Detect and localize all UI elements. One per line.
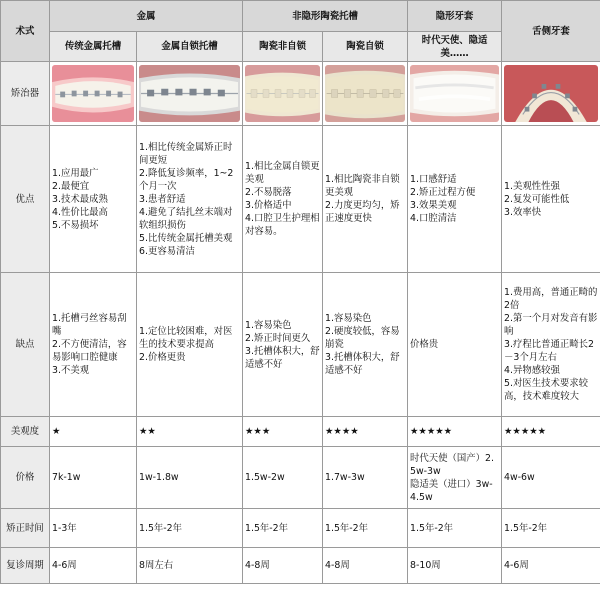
header-metal: 金属 — [50, 1, 243, 32]
photo-metal-selfligating — [137, 62, 243, 126]
header-semi-ceramic: 非隐形陶瓷托槽 — [243, 1, 408, 32]
row-label-appliance: 矫治器 — [1, 62, 50, 126]
recheck-ceramic-nonself: 4-8周 — [243, 548, 323, 584]
duration-invisible: 1.5年-2年 — [408, 509, 502, 548]
price-invisible: 时代天使（国产）2.5w-3w 隐适美（进口）3w-4.5w — [408, 447, 502, 509]
row-label-beauty: 美观度 — [1, 417, 50, 447]
cons-invisible: 价格贵 — [408, 273, 502, 417]
beauty-rating-invisible: ★★★★★ — [408, 417, 502, 447]
pros-metal-selfligating: 1.相比传统金属矫正时间更短 2.降低复诊频率，1~2个月一次 3.患者舒适 4.避免了结扎丝末端对软组织损伤 5.比传统金属托槽美观 6.更容易清洁 — [137, 126, 243, 273]
subheader-metal-traditional: 传统金属托槽 — [50, 32, 137, 62]
header-term: 术式 — [1, 1, 50, 62]
pros-invisible: 1.口感舒适 2.矫正过程方便 3.效果美观 4.口腔清洁 — [408, 126, 502, 273]
cons-metal-selfligating: 1.定位比较困难，对医生的技术要求提高 2.价格更贵 — [137, 273, 243, 417]
row-label-cons: 缺点 — [1, 273, 50, 417]
beauty-rating-ceramic-self: ★★★★ — [323, 417, 408, 447]
subheader-ceramic-self: 陶瓷自锁 — [323, 32, 408, 62]
duration-metal-traditional: 1-3年 — [50, 509, 137, 548]
row-label-duration: 矫正时间 — [1, 509, 50, 548]
cons-lingual: 1.费用高，普通正畸的2倍 2.第一个月对发音有影响 3.疗程比普通正畸长2－3个月左右 4.异物感较强 5.对医生技术要求较高，技术难度较大 — [502, 273, 600, 417]
price-lingual: 4w-6w — [502, 447, 600, 509]
duration-lingual: 1.5年-2年 — [502, 509, 600, 548]
pros-ceramic-self: 1.相比陶瓷非自锁更美观 2.力度更均匀，矫正速度更快 — [323, 126, 408, 273]
header-invisible: 隐形牙套 — [408, 1, 502, 32]
cons-ceramic-self: 1.容易染色 2.硬度较低，容易崩瓷 3.托槽体积大，舒适感不好 — [323, 273, 408, 417]
beauty-rating-lingual: ★★★★★ — [502, 417, 600, 447]
duration-ceramic-self: 1.5年-2年 — [323, 509, 408, 548]
subheader-metal-selfligating: 金属自锁托槽 — [137, 32, 243, 62]
clear-aligner-photo — [410, 65, 499, 122]
recheck-metal-selfligating: 8周左右 — [137, 548, 243, 584]
duration-metal-selfligating: 1.5年-2年 — [137, 509, 243, 548]
beauty-rating-ceramic-nonself: ★★★ — [243, 417, 323, 447]
header-lingual: 舌侧牙套 — [502, 1, 600, 62]
pros-lingual: 1.美观性性强 2.复发可能性低 3.效率快 — [502, 126, 600, 273]
subheader-invisible-brands: 时代天使、隐适美…… — [408, 32, 502, 62]
ceramic-self-braces-photo — [325, 65, 405, 122]
photo-metal-traditional — [50, 62, 137, 126]
photo-invisible — [408, 62, 502, 126]
beauty-rating-metal-traditional: ★ — [50, 417, 137, 447]
photo-lingual — [502, 62, 600, 126]
cons-ceramic-nonself: 1.容易染色 2.矫正时间更久 3.托槽体积大，舒适感不好 — [243, 273, 323, 417]
lingual-braces-photo — [504, 65, 598, 122]
self-ligating-braces-photo — [139, 65, 240, 122]
cons-metal-traditional: 1.托槽弓丝容易刮嘴 2.不方便清洁，容易影响口腔健康 3.不美观 — [50, 273, 137, 417]
price-metal-selfligating: 1w-1.8w — [137, 447, 243, 509]
row-label-recheck: 复诊周期 — [1, 548, 50, 584]
price-ceramic-nonself: 1.5w-2w — [243, 447, 323, 509]
photo-ceramic-nonself — [243, 62, 323, 126]
beauty-rating-metal-selfligating: ★★ — [137, 417, 243, 447]
row-label-price: 价格 — [1, 447, 50, 509]
pros-metal-traditional: 1.应用最广 2.最便宜 3.技术最成熟 4.性价比最高 5.不易损坏 — [50, 126, 137, 273]
row-label-pros: 优点 — [1, 126, 50, 273]
photo-ceramic-self — [323, 62, 408, 126]
pros-ceramic-nonself: 1.相比金属自锁更美观 2.不易脱落 3.价格适中 4.口腔卫生护理相对容易。 — [243, 126, 323, 273]
recheck-metal-traditional: 4-6周 — [50, 548, 137, 584]
recheck-lingual: 4-6周 — [502, 548, 600, 584]
subheader-ceramic-nonself: 陶瓷非自锁 — [243, 32, 323, 62]
ceramic-braces-photo — [245, 65, 320, 122]
metal-braces-photo — [52, 65, 134, 122]
price-metal-traditional: 7k-1w — [50, 447, 137, 509]
duration-ceramic-nonself: 1.5年-2年 — [243, 509, 323, 548]
recheck-ceramic-self: 4-8周 — [323, 548, 408, 584]
recheck-invisible: 8-10周 — [408, 548, 502, 584]
price-ceramic-self: 1.7w-3w — [323, 447, 408, 509]
